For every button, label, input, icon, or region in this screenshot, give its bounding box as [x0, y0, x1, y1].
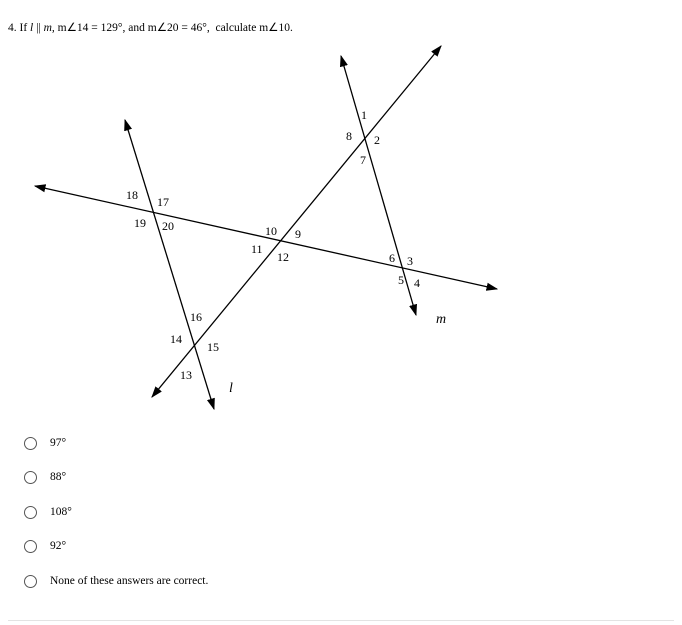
angle-label-11: 11	[251, 242, 263, 256]
radio-button[interactable]	[24, 471, 37, 484]
angle-label-5: 5	[398, 273, 404, 287]
choice-label: 92°	[50, 540, 67, 552]
radio-button[interactable]	[24, 540, 37, 553]
parallel-symbol: ||	[36, 22, 41, 34]
angle-label-2: 2	[374, 133, 380, 147]
line-m-ref: m,	[43, 22, 55, 34]
angle-label-13: 13	[180, 368, 192, 382]
angle-label-9: 9	[295, 227, 301, 241]
angle-label-16: 16	[190, 310, 202, 324]
question-and: and	[128, 22, 145, 34]
angle-label-14: 14	[170, 332, 182, 346]
choice-option-4[interactable]	[24, 535, 66, 557]
line-l	[125, 120, 214, 409]
radio-button[interactable]	[24, 506, 37, 519]
choice-option-5[interactable]	[24, 570, 208, 592]
radio-button[interactable]	[24, 575, 37, 588]
choice-option-1[interactable]	[24, 432, 66, 454]
line-label-m: m	[436, 312, 447, 327]
given-angle-14: m∠14 = 129°,	[57, 22, 126, 34]
choice-label: 88°	[50, 471, 67, 483]
angle-label-17: 17	[157, 195, 169, 209]
line-l-ref: l	[30, 22, 34, 34]
line-label-l: l	[229, 381, 233, 396]
angle-label-15: 15	[207, 340, 219, 354]
choice-label: None of these answers are correct.	[50, 575, 209, 587]
angle-label-3: 3	[407, 254, 413, 268]
question-calculate: calculate	[215, 22, 257, 34]
angle-label-8: 8	[346, 129, 352, 143]
angle-label-19: 19	[134, 216, 146, 230]
angle-label-7: 7	[360, 153, 366, 167]
target-angle-10: m∠10.	[259, 22, 293, 34]
angle-label-12: 12	[277, 250, 289, 264]
angle-label-18: 18	[126, 188, 138, 202]
bottom-divider	[8, 620, 674, 621]
angle-label-4: 4	[414, 276, 420, 290]
line-m	[341, 56, 416, 315]
choice-label: 97°	[50, 437, 67, 449]
angle-label-20: 20	[162, 219, 174, 233]
question-number: 4.	[8, 22, 17, 34]
choice-option-2[interactable]	[24, 466, 66, 488]
radio-button[interactable]	[24, 437, 37, 450]
choice-label: 108°	[50, 506, 72, 518]
choice-option-3[interactable]	[24, 501, 72, 523]
angle-label-10: 10	[265, 224, 277, 238]
question-prefix: If	[19, 22, 28, 34]
angle-label-1: 1	[361, 108, 367, 122]
given-angle-20: m∠20 = 46°,	[147, 22, 210, 34]
angle-label-6: 6	[389, 251, 395, 265]
